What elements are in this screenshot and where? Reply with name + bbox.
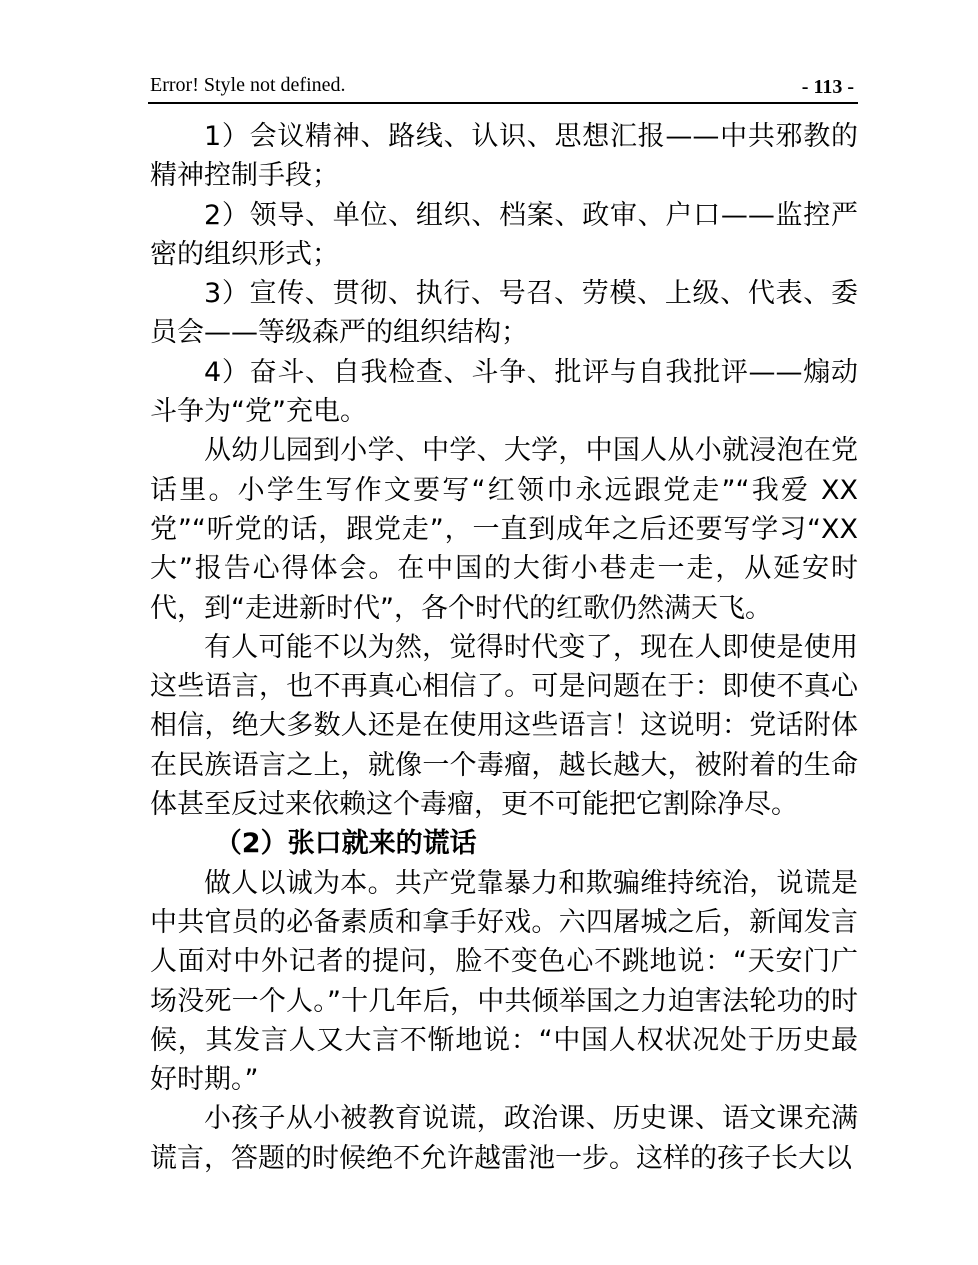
list-item-3: 3）宣传、贯彻、执行、号召、劳模、上级、代表、委员会——等级森严的组织结构；: [150, 278, 858, 349]
list-item-1: 1）会议精神、路线、认识、思想汇报——中共邪教的精神控制手段；: [150, 121, 858, 192]
list-item-2: 2）领导、单位、组织、档案、政审、户口——监控严密的组织形式；: [150, 199, 858, 270]
paragraph-tumor: 有人可能不以为然，觉得时代变了，现在人即使是使用这些语言，也不再真心相信了。可是问题在于：即使不真心相信，绝大多数人还是在使用这些语言！这说明：党话附体在民族语言之上，就像一个毒瘤，越长越大，被附着的生命体甚至反过来依赖这个毒瘤，更不可能把它割除净尽。: [150, 631, 858, 821]
page-number: - 113 -: [801, 76, 854, 98]
body-text: [150, 117, 858, 1178]
section-heading: （2）张口就来的谎话: [214, 828, 477, 860]
list-item-4: 4）奋斗、自我检查、斗争、批评与自我批评——煽动斗争为“党”充电。: [150, 356, 858, 428]
running-title: Error! Style not defined.: [150, 74, 346, 96]
paragraph-lies: 做人以诚为本。共产党靠暴力和欺骗维持统治，说谎是中共官员的必备素质和拿手好戏。六四屠城之后，新闻发言人面对中外记者的提问，脸不变色心不跳地说：“天安门广场没死一个人。”十几年后，中共倾举国之力迫害法轮功的时候，其发言人又大言不惭地说：“中国人权状况处于历史最好时期。”: [150, 867, 858, 1096]
paragraph-party-language: 从幼儿园到小学、中学、大学，中国人从小就浸泡在党话里。小学生写作文要写“红领巾永远跟党走”“我爱 XX 党”“听党的话，跟党走”，一直到成年之后还要写学习“XX 大”报告心得体会。在中国的大街小巷走一走，从延安时代，到“走进新时代”，各个时代的红歌仍然满天飞。: [150, 435, 858, 624]
page-header: [148, 72, 858, 104]
paragraph-children: 小孩子从小被教育说谎，政治课、历史课、语文课充满谎言，答题的时候绝不允许越雷池一步。这样的孩子长大以: [150, 1103, 858, 1174]
